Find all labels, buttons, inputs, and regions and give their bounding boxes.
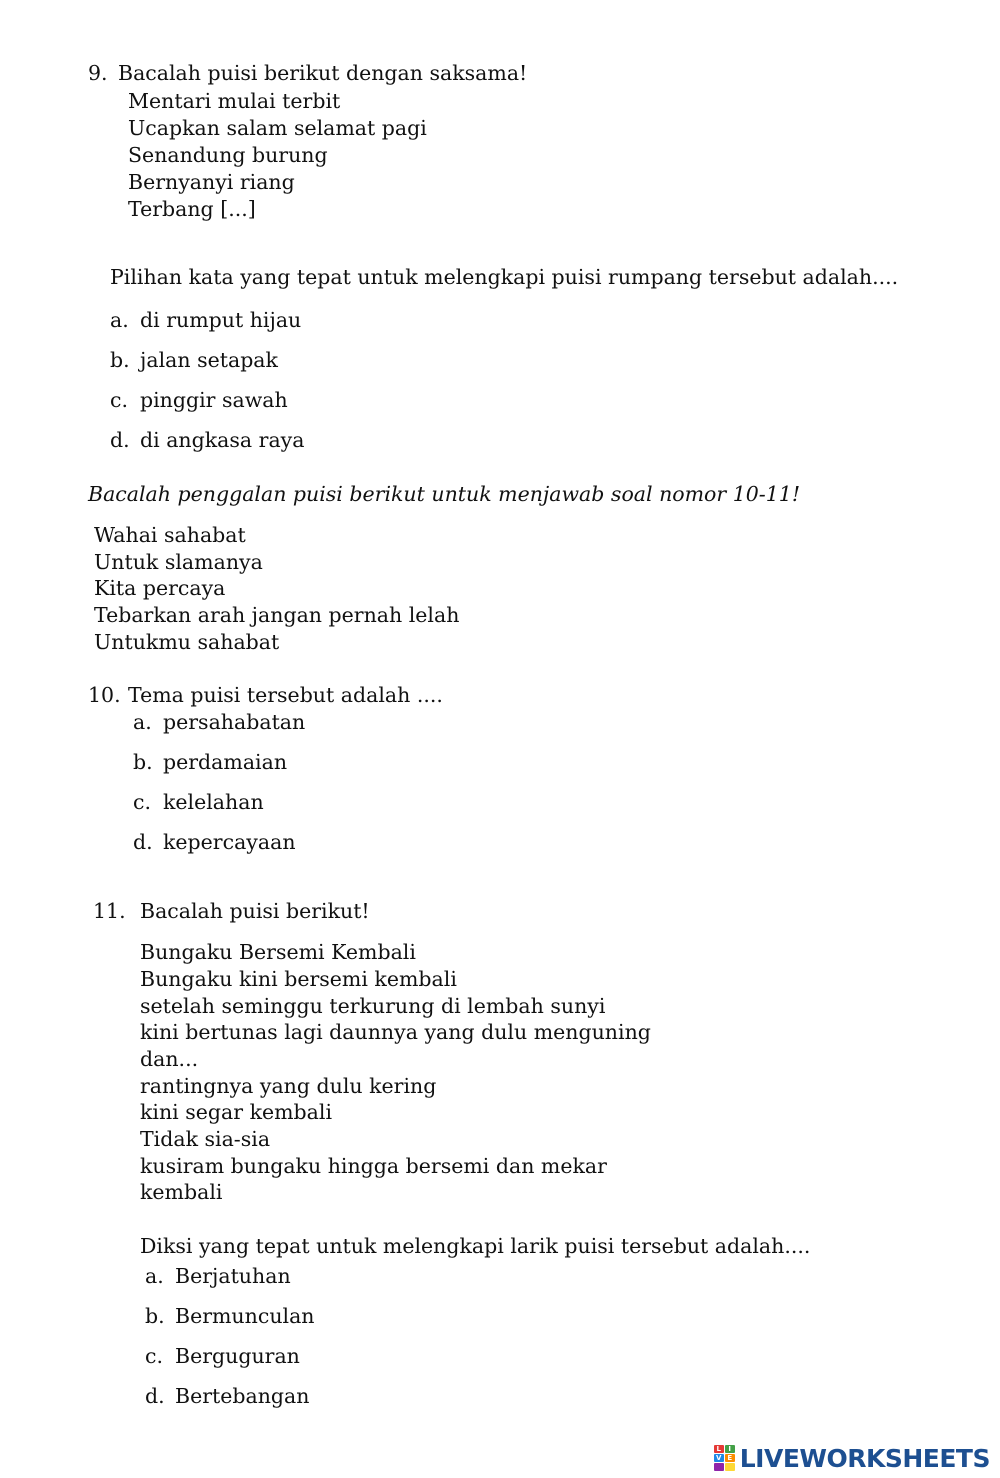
q11-poem-line: Tidak sia-sia — [140, 1127, 271, 1151]
option-text: Bermunculan — [175, 1304, 315, 1328]
q11-poem-line: Bungaku kini bersemi kembali — [140, 967, 457, 991]
logo-cell: I — [725, 1445, 735, 1453]
option-text: Bertebangan — [175, 1384, 310, 1408]
q9-question: Pilihan kata yang tepat untuk melengkapi puisi rumpang tersebut adalah.... — [110, 265, 899, 289]
q11-option-a[interactable] — [145, 1263, 291, 1289]
option-letter: d. — [145, 1384, 165, 1408]
q10-header — [88, 682, 443, 708]
q11-poem-line: kusiram bungaku hingga bersemi dan mekar — [140, 1154, 607, 1178]
passage-poem-line: Tebarkan arah jangan pernah lelah — [94, 603, 460, 627]
q11-option-c[interactable] — [145, 1343, 300, 1369]
option-letter: c. — [145, 1344, 163, 1368]
option-text: kepercayaan — [163, 830, 296, 854]
q9-poem-line: Mentari mulai terbit — [128, 89, 341, 113]
passage-poem-line: Kita percaya — [94, 576, 226, 600]
q11-poem-line: kembali — [140, 1180, 223, 1204]
option-text: jalan setapak — [140, 348, 278, 372]
q10-option-b[interactable] — [133, 749, 287, 775]
logo-cell — [714, 1463, 724, 1471]
option-text: di rumput hijau — [140, 308, 302, 332]
q9-option-b[interactable] — [110, 347, 278, 373]
option-text: di angkasa raya — [140, 428, 305, 452]
q10-option-c[interactable] — [133, 789, 264, 815]
passage-poem-line: Untukmu sahabat — [94, 630, 280, 654]
option-text: perdamaian — [163, 750, 288, 774]
q11-option-b[interactable] — [145, 1303, 315, 1329]
option-letter: b. — [145, 1304, 165, 1328]
option-letter: a. — [145, 1264, 164, 1288]
passage-poem-line: Wahai sahabat — [94, 523, 246, 547]
option-letter: d. — [133, 830, 153, 854]
q11-option-d[interactable] — [145, 1383, 309, 1409]
logo-cell: V — [714, 1454, 724, 1462]
q9-number: 9. — [88, 61, 108, 85]
q9-poem-line: Ucapkan salam selamat pagi — [128, 116, 427, 140]
option-text: kelelahan — [163, 790, 264, 814]
q9-instruction: Bacalah puisi berikut dengan saksama! — [118, 61, 528, 85]
q9-poem-line: Bernyanyi riang — [128, 170, 295, 194]
q10-option-a[interactable] — [133, 709, 305, 735]
q11-poem-title: Bungaku Bersemi Kembali — [140, 940, 416, 964]
liveworksheets-logo — [714, 1442, 990, 1474]
liveworksheets-logo-text: LIVEWORKSHEETS — [739, 1443, 990, 1473]
option-text: Berjatuhan — [175, 1264, 291, 1288]
passage-intro: Bacalah penggalan puisi berikut untuk menjawab soal nomor 10-11! — [88, 482, 801, 506]
option-letter: b. — [110, 348, 130, 372]
logo-cell — [725, 1463, 735, 1471]
q11-poem-line: setelah seminggu terkurung di lembah sunyi — [140, 994, 606, 1018]
option-letter: d. — [110, 428, 130, 452]
liveworksheets-logo-icon — [714, 1445, 736, 1471]
option-text: pinggir sawah — [140, 388, 288, 412]
q11-poem-line: rantingnya yang dulu kering — [140, 1074, 437, 1098]
q11-header — [93, 898, 370, 924]
q11-poem-line: kini segar kembali — [140, 1100, 333, 1124]
q11-question: Diksi yang tepat untuk melengkapi larik puisi tersebut adalah.... — [140, 1234, 811, 1258]
q9-option-a[interactable] — [110, 307, 301, 333]
q9-poem-line: Senandung burung — [128, 143, 328, 167]
q11-number: 11. — [93, 899, 126, 923]
option-letter: a. — [133, 710, 152, 734]
option-letter: b. — [133, 750, 153, 774]
option-letter: c. — [110, 388, 128, 412]
option-text: Berguguran — [175, 1344, 300, 1368]
q9-option-c[interactable] — [110, 387, 288, 413]
q9-option-d[interactable] — [110, 427, 304, 453]
passage-poem-line: Untuk slamanya — [94, 550, 263, 574]
q10-number: 10. — [88, 683, 121, 707]
q11-poem-line: kini bertunas lagi daunnya yang dulu menguning — [140, 1020, 651, 1044]
q10-question: Tema puisi tersebut adalah .... — [128, 683, 443, 707]
logo-cell: E — [725, 1454, 735, 1462]
option-text: persahabatan — [163, 710, 306, 734]
q9-header — [88, 60, 527, 86]
q10-option-d[interactable] — [133, 829, 296, 855]
q11-poem-line: dan... — [140, 1047, 199, 1071]
option-letter: c. — [133, 790, 151, 814]
q9-poem-line: Terbang [...] — [128, 197, 256, 221]
logo-cell: L — [714, 1445, 724, 1453]
q11-instruction: Bacalah puisi berikut! — [140, 899, 370, 923]
option-letter: a. — [110, 308, 129, 332]
